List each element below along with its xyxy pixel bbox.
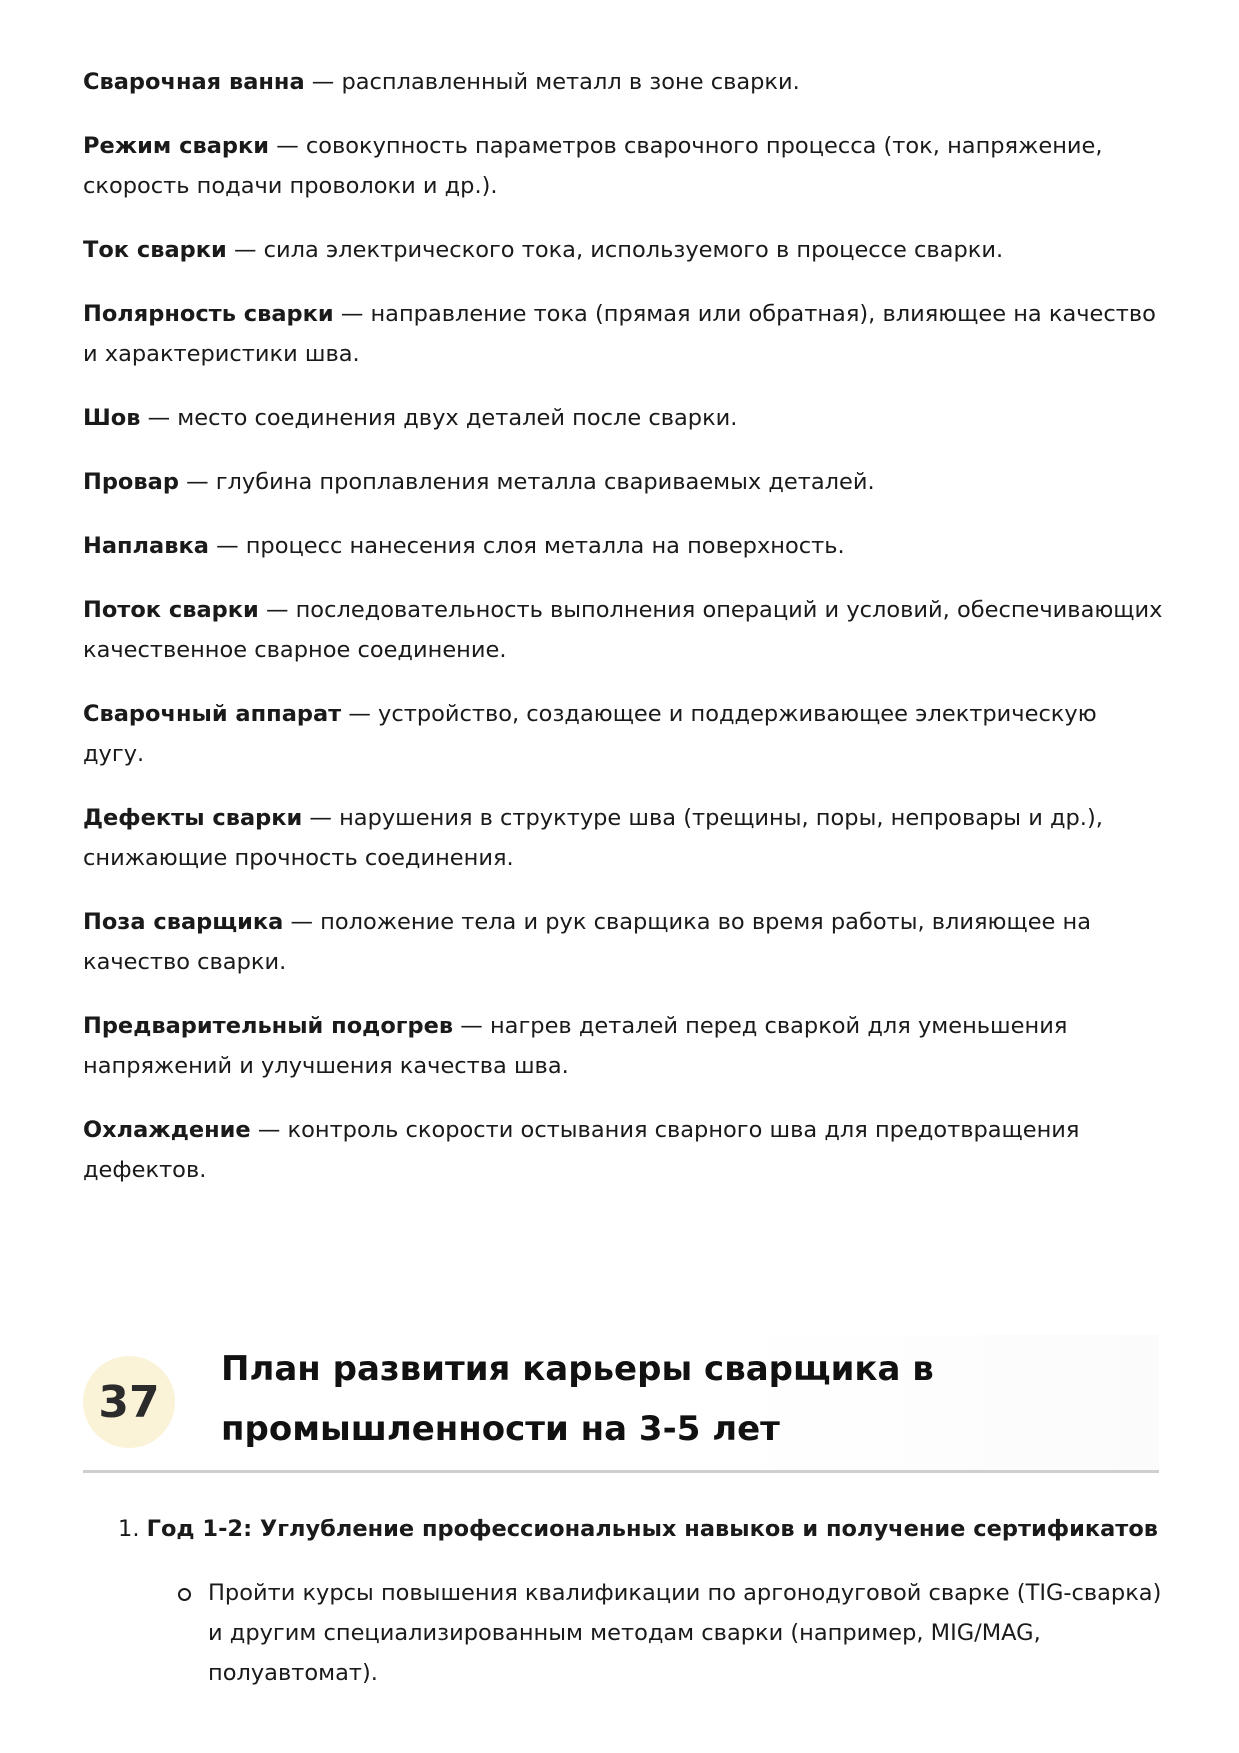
term-name: Провар xyxy=(83,469,179,495)
glossary-entry xyxy=(83,126,1163,206)
term-name: Ток сварки xyxy=(83,237,227,263)
term-definition: — нагрев деталей перед сваркой для уменьшения напряжений и улучшения качества шва. xyxy=(83,1013,1068,1079)
term-name: Режим сварки xyxy=(83,133,270,159)
glossary-entry xyxy=(83,590,1163,670)
glossary-entry xyxy=(83,526,1163,566)
section-header xyxy=(83,1335,1159,1473)
glossary-entry xyxy=(83,230,1163,270)
term-definition: — нарушения в структуре шва (трещины, поры, непровары и др.), снижающие прочность соединения. xyxy=(83,805,1103,871)
glossary-entry xyxy=(83,1110,1163,1190)
glossary-entry xyxy=(83,1006,1163,1086)
term-definition: — контроль скорости остывания сварного шва для предотвращения дефектов. xyxy=(83,1117,1080,1183)
term-name: Поток сварки xyxy=(83,597,259,623)
list-item-title: Год 1-2: Углубление профессиональных навыков и получение сертификатов xyxy=(146,1516,1159,1542)
hollow-bullet-icon xyxy=(178,1588,191,1601)
section-number-badge: 37 xyxy=(83,1356,175,1448)
term-definition: — процесс нанесения слоя металла на поверхность. xyxy=(208,533,845,559)
term-definition: — глубина проплавления металла свариваемых деталей. xyxy=(178,469,875,495)
glossary-entry xyxy=(83,462,1163,502)
term-definition: — направление тока (прямая или обратная), влияющее на качество и характеристики шва. xyxy=(83,301,1156,367)
glossary-entry xyxy=(83,62,1163,102)
glossary-entry xyxy=(83,694,1163,774)
glossary-entry xyxy=(83,798,1163,878)
term-definition: — сила электрического тока, используемого в процессе сварки. xyxy=(226,237,1004,263)
term-definition: — место соединения двух деталей после сварки. xyxy=(140,405,738,431)
term-definition: — последовательность выполнения операций и условий, обеспечивающих качественное сварное соединение. xyxy=(83,597,1163,663)
term-name: Дефекты сварки xyxy=(83,805,303,831)
term-definition: — положение тела и рук сварщика во время работы, влияющее на качество сварки. xyxy=(83,909,1092,975)
glossary xyxy=(83,62,1163,1214)
section-title: План развития карьеры сварщика в промышленности на 3-5 лет xyxy=(221,1349,934,1449)
term-name: Полярность сварки xyxy=(83,301,334,327)
sub-list-item-text: Пройти курсы повышения квалификации по аргонодуговой сварке (TIG-сварка) и другим специализированным методам сварки (например, MIG/MAG, полуавтомат). xyxy=(208,1580,1162,1686)
list-item xyxy=(118,1509,1168,1549)
term-name: Наплавка xyxy=(83,533,209,559)
term-definition: — совокупность параметров сварочного процесса (ток, напряжение, скорость подачи проволоки и др.). xyxy=(83,133,1103,199)
term-definition: — устройство, создающее и поддерживающее электрическую дугу. xyxy=(83,701,1097,767)
term-name: Шов xyxy=(83,405,141,431)
term-name: Сварочная ванна xyxy=(83,69,305,95)
term-name: Сварочный аппарат xyxy=(83,701,342,727)
list-item-number: 1. xyxy=(118,1516,140,1542)
term-name: Предварительный подогрев xyxy=(83,1013,454,1039)
term-name: Охлаждение xyxy=(83,1117,251,1143)
term-definition: — расплавленный металл в зоне сварки. xyxy=(304,69,800,95)
glossary-entry xyxy=(83,902,1163,982)
glossary-entry xyxy=(83,294,1163,374)
glossary-entry xyxy=(83,398,1163,438)
term-name: Поза сварщика xyxy=(83,909,284,935)
